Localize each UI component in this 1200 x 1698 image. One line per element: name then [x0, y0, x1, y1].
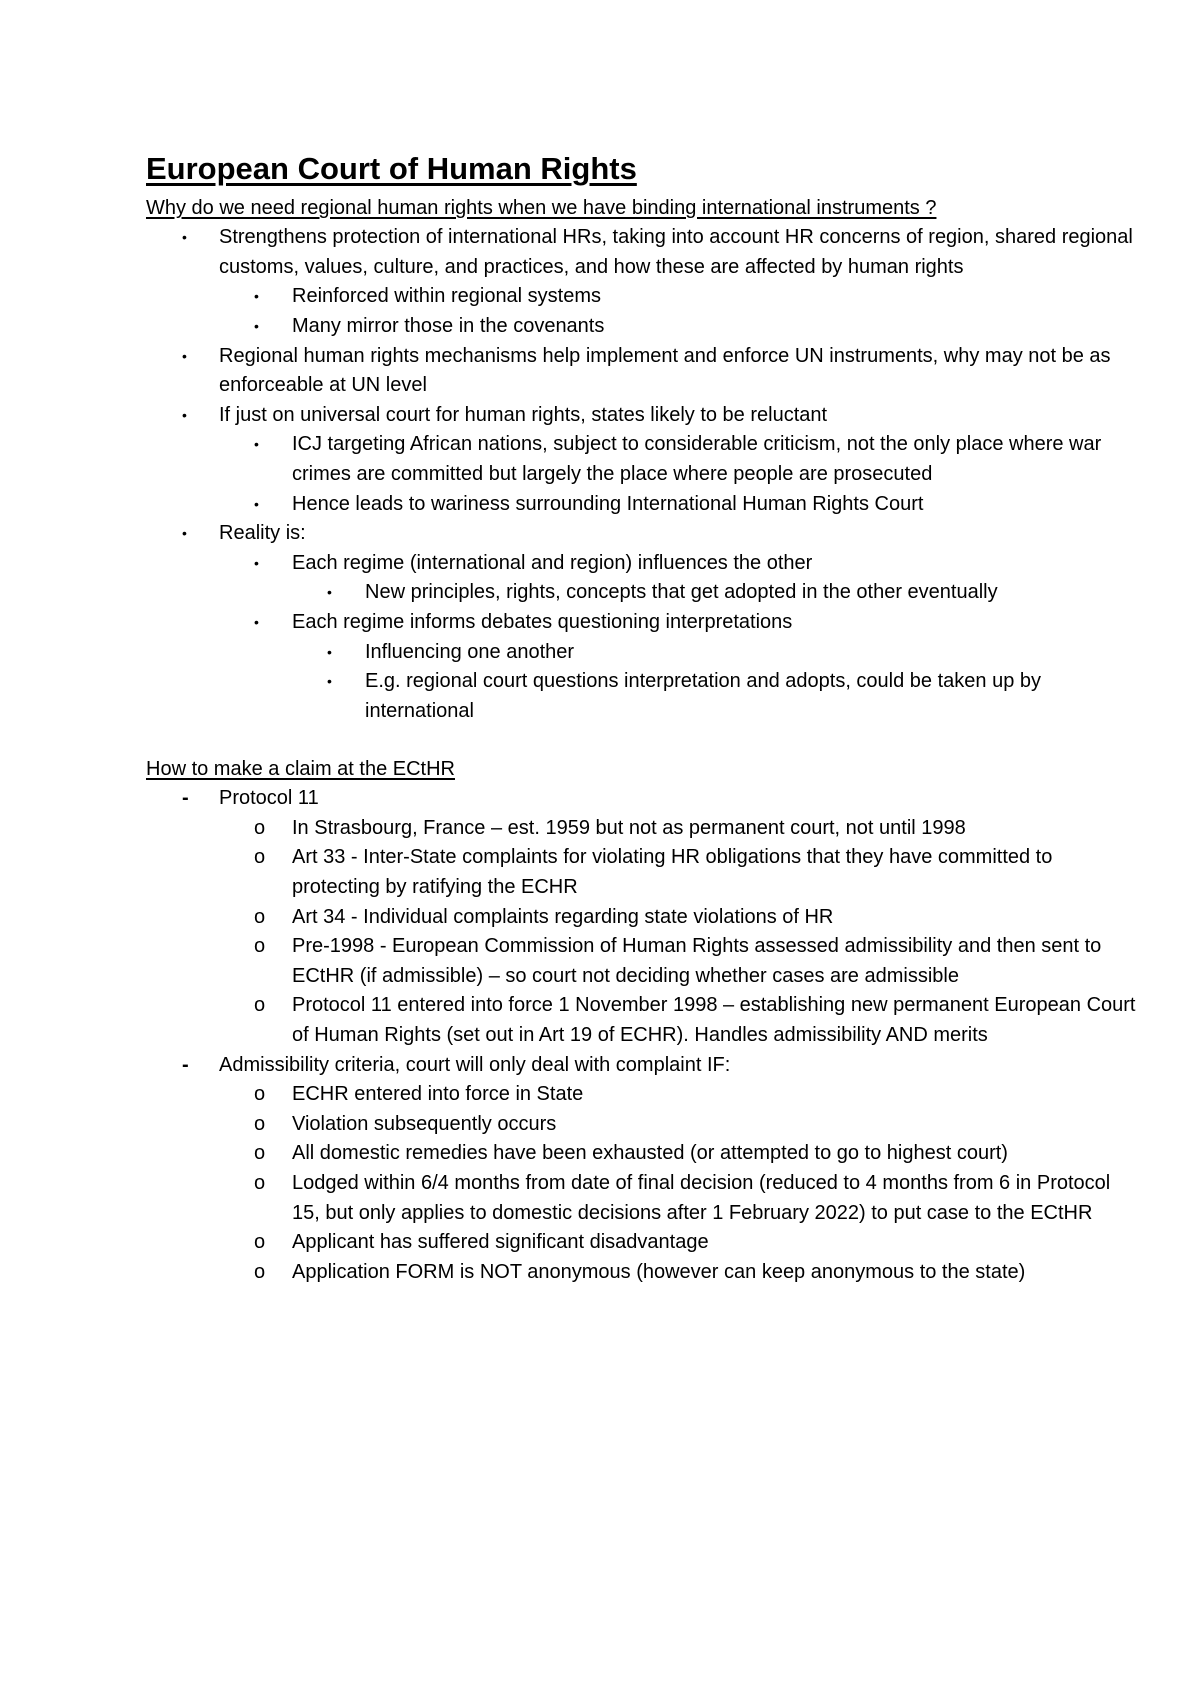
list-item-text: Strengthens protection of international HRs, taking into account HR concerns of region, shared regional customs, values, culture, and practices, and how these are affected by human rights: [219, 226, 1133, 278]
list-marker: o: [254, 1231, 266, 1254]
list-item: [146, 1258, 1140, 1288]
list-item: [146, 519, 1140, 549]
section-list: [146, 784, 1140, 1287]
list-item-text: In Strasbourg, France – est. 1959 but not as permanent court, not until 1998: [292, 816, 966, 839]
list-marker: o: [254, 935, 266, 958]
list-marker: o: [254, 1172, 266, 1194]
list-marker: o: [254, 1083, 266, 1106]
list-marker: o: [254, 1260, 266, 1283]
list-item: [146, 342, 1140, 401]
list-item-text: All domestic remedies have been exhausted (or attempted to go to highest court): [292, 1142, 1008, 1165]
list-item: [146, 282, 1140, 312]
list-item: [146, 991, 1140, 1050]
list-item-text: Admissibility criteria, court will only deal with complaint IF:: [219, 1053, 731, 1076]
list-item-text: Protocol 11 entered into force 1 November 1998 – establishing new permanent European Court of Human Rights (set out in Art 19 of ECHR). Handles admissibility AND merits: [292, 994, 1136, 1047]
list-marker: o: [254, 816, 266, 839]
list-marker: •: [254, 317, 259, 334]
list-item-text: Applicant has suffered significant disadvantage: [292, 1231, 709, 1254]
list-item: [146, 1139, 1140, 1169]
list-item: [146, 1169, 1140, 1228]
list-item: [146, 578, 1140, 608]
list-item-text: ECHR entered into force in State: [292, 1083, 584, 1106]
list-item: [146, 1228, 1140, 1258]
list-item-text: Pre-1998 - European Commission of Human Rights assessed admissibility and then sent to ECtHR (if admissible) – so court not deciding whether cases are admissible: [292, 935, 1102, 987]
list-item: [146, 401, 1140, 431]
list-item: [146, 784, 1140, 814]
list-marker: o: [254, 1142, 266, 1165]
list-marker: •: [327, 673, 332, 690]
document-title: European Court of Human Rights: [146, 151, 637, 186]
list-item-text: Influencing one another: [365, 640, 575, 663]
list-item-text: E.g. regional court questions interpretation and adopts, could be taken up by international: [365, 670, 1042, 722]
list-item: [146, 638, 1140, 668]
list-item-text: Regional human rights mechanisms help implement and enforce UN instruments, why may not be as enforceable at UN level: [219, 344, 1111, 397]
list-item-text: New principles, rights, concepts that get adopted in the other eventually: [365, 581, 998, 604]
section-spacer: [146, 726, 1140, 754]
list-item-text: Application FORM is NOT anonymous (however can keep anonymous to the state): [292, 1260, 1026, 1283]
list-item: [146, 312, 1140, 342]
list-item-text: Each regime (international and region) influences the other: [292, 551, 813, 574]
list-marker: o: [254, 846, 266, 869]
list-marker: -: [182, 1053, 189, 1076]
list-item: [146, 430, 1140, 489]
list-item-text: Protocol 11: [219, 787, 319, 810]
list-item-text: Hence leads to wariness surrounding International Human Rights Court: [292, 492, 924, 515]
list-marker: •: [254, 554, 259, 571]
list-marker: •: [254, 436, 259, 453]
list-item-text: Violation subsequently occurs: [292, 1112, 557, 1135]
list-item-text: Reality is:: [219, 522, 306, 545]
list-item: [146, 814, 1140, 844]
list-item-text: Lodged within 6/4 months from date of final decision (reduced to 4 months from 6 in Protocol 15, but only applies to domestic decisions after 1 February 2022) to put case to the ECtHR: [292, 1172, 1111, 1224]
list-marker: o: [254, 1112, 266, 1135]
list-marker: •: [182, 525, 187, 542]
list-item-text: Art 33 - Inter-State complaints for violating HR obligations that they have committed to protecting by ratifying the ECHR: [292, 846, 1053, 899]
list-item-text: Reinforced within regional systems: [292, 285, 602, 308]
list-marker: •: [254, 288, 259, 305]
list-marker: •: [327, 584, 332, 601]
list-item-text: ICJ targeting African nations, subject to considerable criticism, not the only place where war crimes are committed but largely the place where people are prosecuted: [292, 433, 1102, 485]
list-marker: o: [254, 905, 266, 928]
list-marker: •: [182, 229, 187, 246]
document-body: [146, 193, 1140, 1287]
list-item: [146, 223, 1140, 282]
section-list: [146, 223, 1140, 726]
section-heading: How to make a claim at the ECtHR: [146, 758, 455, 781]
list-item-text: Many mirror those in the covenants: [292, 314, 605, 337]
list-item-text: If just on universal court for human rights, states likely to be reluctant: [219, 403, 828, 426]
list-marker: •: [182, 347, 187, 364]
list-item-text: Art 34 - Individual complaints regarding state violations of HR: [292, 905, 834, 928]
list-marker: -: [182, 787, 189, 810]
list-marker: •: [254, 495, 259, 512]
section-heading: Why do we need regional human rights when we have binding international instruments ?: [146, 197, 937, 220]
list-item-text: Each regime informs debates questioning interpretations: [292, 610, 793, 633]
list-item: [146, 1080, 1140, 1110]
list-item: [146, 667, 1140, 726]
list-marker: o: [254, 994, 266, 1017]
list-marker: •: [327, 643, 332, 660]
list-marker: •: [182, 406, 187, 423]
list-marker: •: [254, 613, 259, 630]
list-item: [146, 1051, 1140, 1081]
list-item: [146, 1110, 1140, 1140]
list-item: [146, 549, 1140, 579]
list-item: [146, 903, 1140, 933]
list-item: [146, 490, 1140, 520]
list-item: [146, 608, 1140, 638]
list-item: [146, 843, 1140, 902]
list-item: [146, 932, 1140, 991]
